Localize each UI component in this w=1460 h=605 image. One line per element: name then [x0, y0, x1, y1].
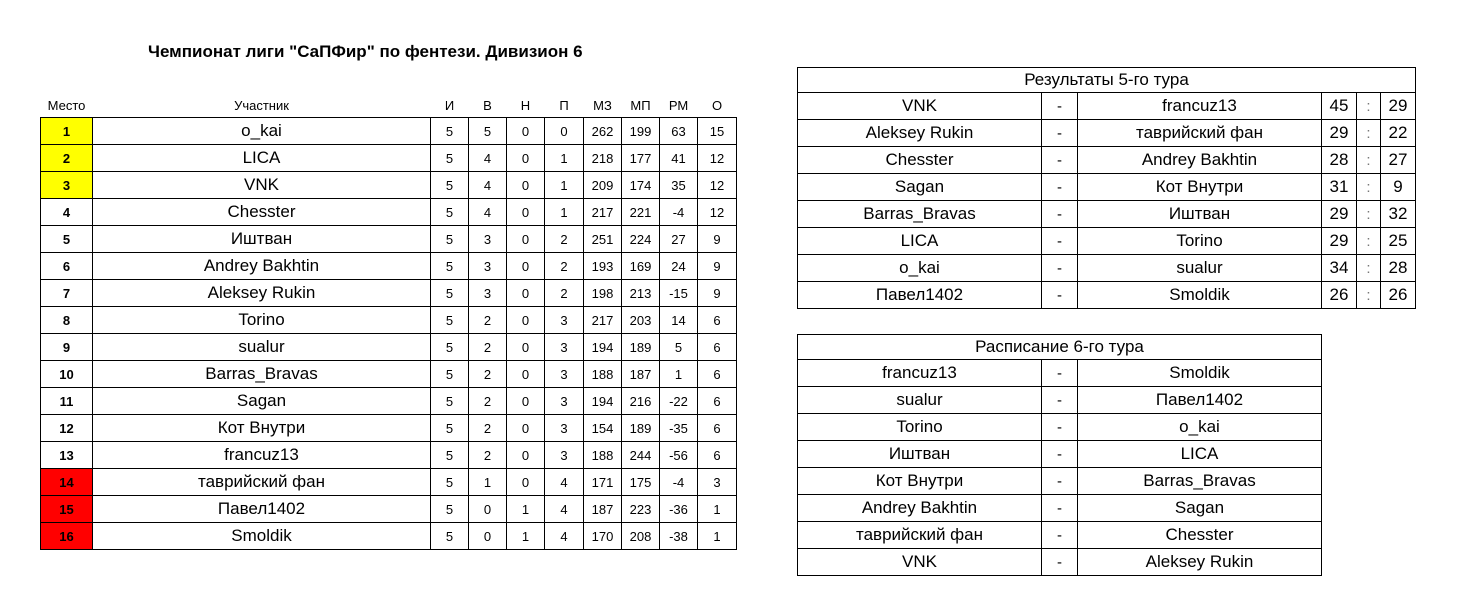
results-table — [797, 67, 1416, 309]
stat-cell: 5 — [431, 172, 469, 199]
stat-cell: 0 — [507, 388, 545, 415]
place-cell: 11 — [41, 388, 93, 415]
stat-cell: 177 — [622, 145, 660, 172]
home-team: o_kai — [798, 255, 1042, 282]
stat-cell: 217 — [584, 199, 622, 226]
stat-cell: 9 — [698, 280, 737, 307]
column-header: РМ — [668, 97, 689, 113]
stat-cell: 244 — [622, 442, 660, 469]
stat-cell: 0 — [507, 145, 545, 172]
stat-cell: 223 — [622, 496, 660, 523]
stat-cell: 1 — [507, 523, 545, 550]
stat-cell: -15 — [660, 280, 698, 307]
result-row — [798, 174, 1416, 201]
results-caption: Результаты 5-го тура — [798, 68, 1416, 93]
column-header: Участник — [234, 97, 289, 113]
schedule-row — [798, 468, 1322, 495]
stat-cell: 12 — [698, 199, 737, 226]
stat-cell: 5 — [431, 280, 469, 307]
place-cell: 10 — [41, 361, 93, 388]
stat-cell: 2 — [469, 361, 507, 388]
dash-separator: - — [1042, 228, 1078, 255]
stat-cell: 169 — [622, 253, 660, 280]
standings-row — [41, 172, 737, 199]
stat-cell: 12 — [698, 172, 737, 199]
standings-table — [40, 93, 737, 550]
schedule-row — [798, 414, 1322, 441]
stat-cell: 24 — [660, 253, 698, 280]
home-score: 34 — [1322, 255, 1357, 282]
dash-separator: - — [1042, 360, 1078, 387]
stat-cell: 5 — [431, 334, 469, 361]
home-team: Иштван — [798, 441, 1042, 468]
home-score: 29 — [1322, 201, 1357, 228]
place-cell: 2 — [41, 145, 93, 172]
stat-cell: 4 — [545, 496, 584, 523]
stat-cell: 213 — [622, 280, 660, 307]
stat-cell: 2 — [545, 226, 584, 253]
stat-cell: 4 — [469, 199, 507, 226]
away-team: Chesster — [1078, 522, 1322, 549]
result-row — [798, 93, 1416, 120]
result-row — [798, 228, 1416, 255]
stat-cell: -4 — [660, 469, 698, 496]
dash-separator: - — [1042, 93, 1078, 120]
away-team: Павел1402 — [1078, 387, 1322, 414]
stat-cell: 0 — [545, 118, 584, 145]
schedule-caption: Расписание 6-го тура — [798, 335, 1322, 360]
standings-row — [41, 361, 737, 388]
dash-separator: - — [1042, 468, 1078, 495]
stat-cell: 198 — [584, 280, 622, 307]
score-colon: : — [1357, 120, 1381, 147]
stat-cell: 2 — [545, 280, 584, 307]
stat-cell: 209 — [584, 172, 622, 199]
place-cell: 1 — [41, 118, 93, 145]
place-cell: 13 — [41, 442, 93, 469]
away-team: sualur — [1078, 255, 1322, 282]
stat-cell: 154 — [584, 415, 622, 442]
away-team: Smoldik — [1078, 360, 1322, 387]
stat-cell: 262 — [584, 118, 622, 145]
home-score: 29 — [1322, 120, 1357, 147]
schedule-table — [797, 334, 1322, 576]
place-cell: 15 — [41, 496, 93, 523]
home-team: VNK — [798, 93, 1042, 120]
stat-cell: 0 — [507, 415, 545, 442]
home-team: Andrey Bakhtin — [798, 495, 1042, 522]
place-cell: 8 — [41, 307, 93, 334]
standings-row — [41, 226, 737, 253]
stat-cell: 6 — [698, 442, 737, 469]
schedule-row — [798, 387, 1322, 414]
away-score: 9 — [1381, 174, 1416, 201]
dash-separator: - — [1042, 174, 1078, 201]
participant-name: Smoldik — [93, 523, 431, 550]
home-team: Chesster — [798, 147, 1042, 174]
participant-name: francuz13 — [93, 442, 431, 469]
home-score: 29 — [1322, 228, 1357, 255]
home-team: sualur — [798, 387, 1042, 414]
home-team: Кот Внутри — [798, 468, 1042, 495]
stat-cell: 3 — [545, 307, 584, 334]
stat-cell: 35 — [660, 172, 698, 199]
participant-name: Sagan — [93, 388, 431, 415]
participant-name: Barras_Bravas — [93, 361, 431, 388]
stat-cell: 41 — [660, 145, 698, 172]
participant-name: sualur — [93, 334, 431, 361]
dash-separator: - — [1042, 147, 1078, 174]
schedule-row — [798, 360, 1322, 387]
standings-row — [41, 415, 737, 442]
stat-cell: 6 — [698, 334, 737, 361]
stat-cell: 2 — [469, 307, 507, 334]
away-score: 28 — [1381, 255, 1416, 282]
stat-cell: 174 — [622, 172, 660, 199]
stat-cell: 1 — [469, 469, 507, 496]
standings-header-row — [41, 93, 737, 118]
schedule-row — [798, 495, 1322, 522]
standings-row — [41, 469, 737, 496]
stat-cell: 3 — [545, 442, 584, 469]
dash-separator: - — [1042, 120, 1078, 147]
stat-cell: 5 — [660, 334, 698, 361]
stat-cell: 175 — [622, 469, 660, 496]
away-team: Иштван — [1078, 201, 1322, 228]
away-score: 25 — [1381, 228, 1416, 255]
stat-cell: 5 — [431, 415, 469, 442]
column-header: В — [483, 97, 492, 113]
stat-cell: 199 — [622, 118, 660, 145]
participant-name: Torino — [93, 307, 431, 334]
stat-cell: 189 — [622, 415, 660, 442]
schedule-row — [798, 441, 1322, 468]
stat-cell: 0 — [469, 496, 507, 523]
stat-cell: 1 — [698, 523, 737, 550]
stat-cell: 0 — [507, 280, 545, 307]
result-row — [798, 201, 1416, 228]
dash-separator: - — [1042, 441, 1078, 468]
stat-cell: 9 — [698, 226, 737, 253]
stat-cell: 0 — [507, 226, 545, 253]
away-team: Sagan — [1078, 495, 1322, 522]
away-team: LICA — [1078, 441, 1322, 468]
stat-cell: 1 — [545, 199, 584, 226]
stat-cell: 0 — [507, 469, 545, 496]
schedule-row — [798, 522, 1322, 549]
stat-cell: 1 — [698, 496, 737, 523]
stat-cell: 193 — [584, 253, 622, 280]
dash-separator: - — [1042, 549, 1078, 576]
home-team: Barras_Bravas — [798, 201, 1042, 228]
stat-cell: 4 — [469, 145, 507, 172]
stat-cell: 5 — [431, 361, 469, 388]
place-cell: 9 — [41, 334, 93, 361]
dash-separator: - — [1042, 495, 1078, 522]
column-header: О — [711, 97, 723, 113]
home-score: 31 — [1322, 174, 1357, 201]
standings-row — [41, 253, 737, 280]
place-cell: 7 — [41, 280, 93, 307]
score-colon: : — [1357, 282, 1381, 309]
stat-cell: -22 — [660, 388, 698, 415]
stat-cell: 221 — [622, 199, 660, 226]
stat-cell: 4 — [545, 523, 584, 550]
away-team: Torino — [1078, 228, 1322, 255]
stat-cell: 27 — [660, 226, 698, 253]
stat-cell: 5 — [431, 118, 469, 145]
home-team: VNK — [798, 549, 1042, 576]
participant-name: Andrey Bakhtin — [93, 253, 431, 280]
stat-cell: 3 — [698, 469, 737, 496]
score-colon: : — [1357, 255, 1381, 282]
away-score: 32 — [1381, 201, 1416, 228]
place-cell: 6 — [41, 253, 93, 280]
away-team: Barras_Bravas — [1078, 468, 1322, 495]
away-team: francuz13 — [1078, 93, 1322, 120]
dash-separator: - — [1042, 282, 1078, 309]
stat-cell: 0 — [469, 523, 507, 550]
home-team: таврийский фан — [798, 522, 1042, 549]
stat-cell: -35 — [660, 415, 698, 442]
away-team: o_kai — [1078, 414, 1322, 441]
stat-cell: 0 — [507, 172, 545, 199]
stat-cell: 6 — [698, 415, 737, 442]
participant-name: Chesster — [93, 199, 431, 226]
stat-cell: 224 — [622, 226, 660, 253]
score-colon: : — [1357, 93, 1381, 120]
stat-cell: 188 — [584, 442, 622, 469]
home-score: 26 — [1322, 282, 1357, 309]
away-score: 29 — [1381, 93, 1416, 120]
stat-cell: 5 — [431, 226, 469, 253]
stat-cell: 5 — [469, 118, 507, 145]
standings-row — [41, 118, 737, 145]
stat-cell: 5 — [431, 496, 469, 523]
stat-cell: 63 — [660, 118, 698, 145]
stat-cell: 12 — [698, 145, 737, 172]
dash-separator: - — [1042, 387, 1078, 414]
stat-cell: 194 — [584, 388, 622, 415]
stat-cell: 5 — [431, 388, 469, 415]
stat-cell: 203 — [622, 307, 660, 334]
stat-cell: 187 — [622, 361, 660, 388]
stat-cell: 6 — [698, 361, 737, 388]
dash-separator: - — [1042, 414, 1078, 441]
column-header: МЗ — [593, 97, 612, 113]
schedule-row — [798, 549, 1322, 576]
stat-cell: -56 — [660, 442, 698, 469]
home-score: 45 — [1322, 93, 1357, 120]
away-team: Smoldik — [1078, 282, 1322, 309]
stat-cell: 187 — [584, 496, 622, 523]
stat-cell: 2 — [469, 442, 507, 469]
stat-cell: 4 — [469, 172, 507, 199]
home-team: Torino — [798, 414, 1042, 441]
stat-cell: 170 — [584, 523, 622, 550]
stat-cell: 5 — [431, 442, 469, 469]
result-row — [798, 255, 1416, 282]
stat-cell: 15 — [698, 118, 737, 145]
stat-cell: 2 — [469, 415, 507, 442]
place-cell: 3 — [41, 172, 93, 199]
stat-cell: 3 — [469, 253, 507, 280]
column-header: Н — [520, 97, 531, 113]
home-team: francuz13 — [798, 360, 1042, 387]
standings-row — [41, 442, 737, 469]
place-cell: 16 — [41, 523, 93, 550]
schedule-caption-row — [798, 335, 1322, 360]
column-header: П — [559, 97, 569, 113]
stat-cell: 9 — [698, 253, 737, 280]
stat-cell: 5 — [431, 469, 469, 496]
away-score: 22 — [1381, 120, 1416, 147]
home-score: 28 — [1322, 147, 1357, 174]
participant-name: Кот Внутри — [93, 415, 431, 442]
stat-cell: 5 — [431, 253, 469, 280]
stat-cell: -4 — [660, 199, 698, 226]
stat-cell: 208 — [622, 523, 660, 550]
stat-cell: 194 — [584, 334, 622, 361]
away-score: 27 — [1381, 147, 1416, 174]
stat-cell: 3 — [469, 226, 507, 253]
stat-cell: 3 — [545, 361, 584, 388]
participant-name: Иштван — [93, 226, 431, 253]
stat-cell: 1 — [660, 361, 698, 388]
stat-cell: 3 — [545, 415, 584, 442]
home-team: Aleksey Rukin — [798, 120, 1042, 147]
column-header: Место — [47, 97, 86, 113]
stat-cell: 1 — [507, 496, 545, 523]
result-row — [798, 282, 1416, 309]
stat-cell: 0 — [507, 118, 545, 145]
stat-cell: 5 — [431, 523, 469, 550]
standings-row — [41, 145, 737, 172]
stat-cell: 2 — [469, 388, 507, 415]
stat-cell: 6 — [698, 388, 737, 415]
score-colon: : — [1357, 174, 1381, 201]
score-colon: : — [1357, 228, 1381, 255]
stat-cell: 217 — [584, 307, 622, 334]
stat-cell: -36 — [660, 496, 698, 523]
place-cell: 4 — [41, 199, 93, 226]
standings-row — [41, 523, 737, 550]
stat-cell: 0 — [507, 334, 545, 361]
score-colon: : — [1357, 201, 1381, 228]
standings-row — [41, 334, 737, 361]
stat-cell: 251 — [584, 226, 622, 253]
stat-cell: 0 — [507, 442, 545, 469]
result-row — [798, 147, 1416, 174]
stat-cell: 218 — [584, 145, 622, 172]
stat-cell: 0 — [507, 361, 545, 388]
participant-name: o_kai — [93, 118, 431, 145]
result-row — [798, 120, 1416, 147]
stat-cell: 3 — [469, 280, 507, 307]
stat-cell: 4 — [545, 469, 584, 496]
score-colon: : — [1357, 147, 1381, 174]
away-team: таврийский фан — [1078, 120, 1322, 147]
participant-name: VNK — [93, 172, 431, 199]
stat-cell: 1 — [545, 145, 584, 172]
stat-cell: 171 — [584, 469, 622, 496]
place-cell: 14 — [41, 469, 93, 496]
place-cell: 12 — [41, 415, 93, 442]
standings-row — [41, 280, 737, 307]
dash-separator: - — [1042, 522, 1078, 549]
stat-cell: 6 — [698, 307, 737, 334]
participant-name: LICA — [93, 145, 431, 172]
away-score: 26 — [1381, 282, 1416, 309]
dash-separator: - — [1042, 255, 1078, 282]
stat-cell: 3 — [545, 334, 584, 361]
away-team: Кот Внутри — [1078, 174, 1322, 201]
stat-cell: 5 — [431, 145, 469, 172]
participant-name: таврийский фан — [93, 469, 431, 496]
stat-cell: 188 — [584, 361, 622, 388]
stat-cell: 14 — [660, 307, 698, 334]
away-team: Aleksey Rukin — [1078, 549, 1322, 576]
stat-cell: 1 — [545, 172, 584, 199]
away-team: Andrey Bakhtin — [1078, 147, 1322, 174]
standings-row — [41, 496, 737, 523]
stat-cell: 216 — [622, 388, 660, 415]
home-team: Sagan — [798, 174, 1042, 201]
home-team: LICA — [798, 228, 1042, 255]
column-header: И — [444, 97, 455, 113]
stat-cell: 2 — [469, 334, 507, 361]
standings-row — [41, 199, 737, 226]
page-title: Чемпионат лиги "СаПФир" по фентези. Дивизион 6 — [148, 42, 583, 61]
home-team: Павел1402 — [798, 282, 1042, 309]
standings-row — [41, 307, 737, 334]
stat-cell: -38 — [660, 523, 698, 550]
stat-cell: 0 — [507, 199, 545, 226]
stat-cell: 3 — [545, 388, 584, 415]
stat-cell: 2 — [545, 253, 584, 280]
standings-row — [41, 388, 737, 415]
column-header: МП — [630, 97, 651, 113]
stat-cell: 0 — [507, 307, 545, 334]
place-cell: 5 — [41, 226, 93, 253]
dash-separator: - — [1042, 201, 1078, 228]
stat-cell: 5 — [431, 199, 469, 226]
stat-cell: 5 — [431, 307, 469, 334]
participant-name: Aleksey Rukin — [93, 280, 431, 307]
stat-cell: 0 — [507, 253, 545, 280]
stat-cell: 189 — [622, 334, 660, 361]
results-caption-row — [798, 68, 1416, 93]
participant-name: Павел1402 — [93, 496, 431, 523]
